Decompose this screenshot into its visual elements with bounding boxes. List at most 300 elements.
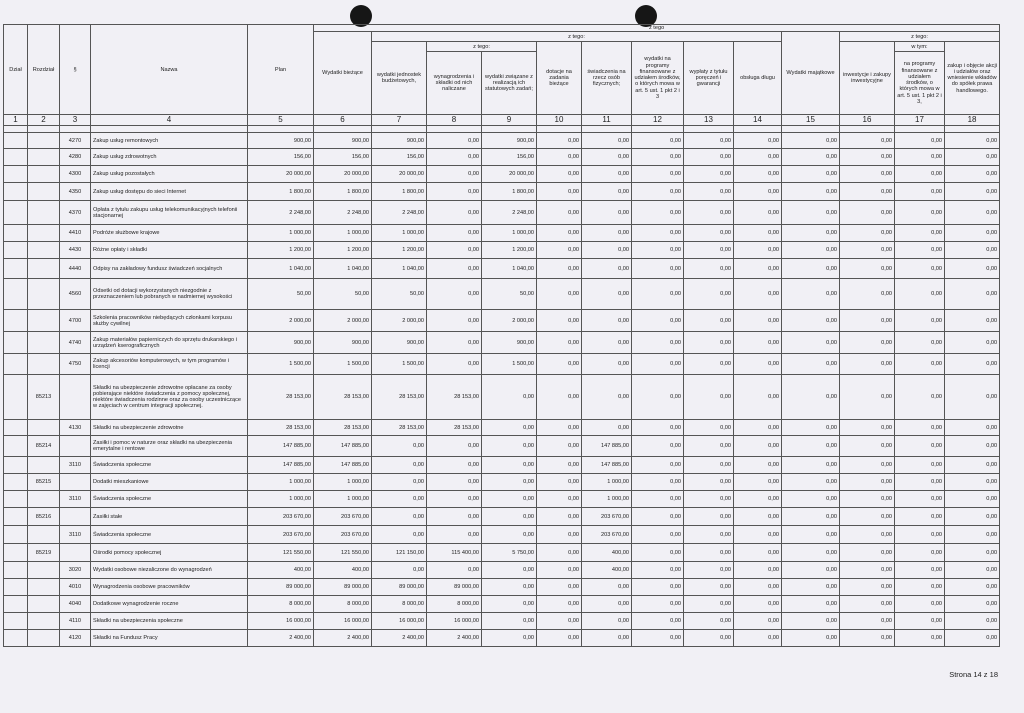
cell-amount: 1 040,00 (482, 259, 537, 279)
cell-amount: 0,00 (782, 579, 840, 596)
cell-amount: 0,00 (427, 259, 482, 279)
cell-amount: 0,00 (782, 630, 840, 647)
header-wydatki-biezace: Wydatki bieżące (314, 32, 372, 115)
cell-amount: 0,00 (734, 596, 782, 613)
cell-amount: 0,00 (734, 149, 782, 166)
column-number: 5 (248, 115, 314, 126)
cell-rozdzial: 85214 (28, 436, 60, 457)
cell-amount: 0,00 (734, 133, 782, 149)
cell-dzial (4, 596, 28, 613)
cell-paragraf: 4300 (60, 166, 91, 183)
cell-amount: 900,00 (482, 133, 537, 149)
cell-amount: 0,00 (945, 526, 1000, 544)
cell-amount: 0,00 (582, 375, 632, 420)
cell-amount: 0,00 (945, 457, 1000, 474)
cell-dzial (4, 457, 28, 474)
cell-amount: 0,00 (582, 133, 632, 149)
cell-amount: 0,00 (684, 457, 734, 474)
cell-amount: 0,00 (632, 166, 684, 183)
cell-amount: 1 000,00 (372, 225, 427, 242)
cell-amount: 900,00 (248, 332, 314, 354)
cell-amount: 0,00 (482, 436, 537, 457)
cell-amount: 0,00 (840, 133, 895, 149)
cell-paragraf: 4430 (60, 242, 91, 259)
table-row (4, 332, 1000, 354)
cell-amount: 0,00 (734, 613, 782, 630)
cell-amount: 0,00 (684, 354, 734, 375)
cell-amount: 20 000,00 (482, 166, 537, 183)
cell-amount: 203 670,00 (314, 526, 372, 544)
cell-amount: 1 500,00 (248, 354, 314, 375)
cell-amount: 0,00 (895, 354, 945, 375)
cell-nazwa: Zakup usług zdrowotnych (91, 149, 248, 166)
cell-dzial (4, 562, 28, 579)
cell-amount: 115 400,00 (427, 544, 482, 562)
cell-amount: 0,00 (582, 354, 632, 375)
cell-dzial (4, 630, 28, 647)
cell-amount: 0,00 (427, 526, 482, 544)
cell-dzial (4, 526, 28, 544)
cell-paragraf (60, 375, 91, 420)
cell-amount: 0,00 (895, 149, 945, 166)
cell-amount: 16 000,00 (427, 613, 482, 630)
cell-amount: 0,00 (840, 183, 895, 201)
cell-amount: 1 000,00 (314, 225, 372, 242)
cell-paragraf (60, 508, 91, 526)
cell-amount: 0,00 (684, 526, 734, 544)
cell-amount: 0,00 (684, 436, 734, 457)
cell-amount: 0,00 (632, 375, 684, 420)
cell-amount: 0,00 (782, 491, 840, 508)
cell-amount: 28 153,00 (314, 375, 372, 420)
cell-paragraf: 4110 (60, 613, 91, 630)
cell-amount: 0,00 (537, 183, 582, 201)
cell-nazwa: Składki na Fundusz Pracy (91, 630, 248, 647)
cell-amount: 0,00 (895, 259, 945, 279)
header-jednostek: wydatki jednostek budżetowych, (372, 42, 427, 115)
cell-amount: 0,00 (684, 613, 734, 630)
cell-amount: 0,00 (684, 596, 734, 613)
cell-amount: 28 153,00 (314, 420, 372, 436)
cell-amount: 0,00 (945, 375, 1000, 420)
cell-amount: 0,00 (734, 544, 782, 562)
cell-paragraf: 4130 (60, 420, 91, 436)
column-number: 12 (632, 115, 684, 126)
header-swiadczenia: świadczenia na rzecz osób fizycznych; (582, 42, 632, 115)
cell-amount: 0,00 (537, 491, 582, 508)
column-number: 2 (28, 115, 60, 126)
cell-amount: 2 248,00 (314, 201, 372, 225)
cell-amount: 0,00 (632, 613, 684, 630)
cell-amount: 0,00 (482, 579, 537, 596)
cell-amount: 0,00 (482, 474, 537, 491)
cell-rozdzial (28, 279, 60, 310)
cell-paragraf: 3020 (60, 562, 91, 579)
cell-amount: 0,00 (895, 133, 945, 149)
cell-amount: 0,00 (945, 225, 1000, 242)
cell-amount: 20 000,00 (372, 166, 427, 183)
cell-amount: 1 200,00 (314, 242, 372, 259)
cell-rozdzial (28, 526, 60, 544)
cell-amount: 1 500,00 (314, 354, 372, 375)
cell-amount: 0,00 (582, 279, 632, 310)
cell-amount: 0,00 (537, 562, 582, 579)
cell-amount: 1 000,00 (314, 491, 372, 508)
table-row (4, 375, 1000, 420)
cell-amount: 0,00 (734, 579, 782, 596)
cell-amount: 0,00 (895, 332, 945, 354)
cell-amount: 2 000,00 (248, 310, 314, 332)
cell-paragraf: 4560 (60, 279, 91, 310)
cell-dzial (4, 225, 28, 242)
cell-amount: 0,00 (840, 474, 895, 491)
cell-amount: 0,00 (427, 562, 482, 579)
cell-amount: 0,00 (945, 183, 1000, 201)
cell-rozdzial (28, 149, 60, 166)
cell-dzial (4, 579, 28, 596)
cell-amount: 0,00 (427, 201, 482, 225)
header-programy-ue: wydatki na programy finansowane z udziałem środków, o których mowa w art. 5 ust. 1 pkt 2 i 3 (632, 42, 684, 115)
cell-amount: 0,00 (945, 596, 1000, 613)
table-row (4, 354, 1000, 375)
cell-amount: 0,00 (782, 354, 840, 375)
cell-amount: 0,00 (537, 166, 582, 183)
cell-amount: 147 885,00 (582, 436, 632, 457)
column-number: 10 (537, 115, 582, 126)
cell-amount: 0,00 (632, 183, 684, 201)
cell-amount: 147 885,00 (314, 457, 372, 474)
cell-amount: 0,00 (632, 259, 684, 279)
cell-amount: 0,00 (734, 201, 782, 225)
cell-amount: 2 248,00 (372, 201, 427, 225)
cell-amount: 0,00 (482, 457, 537, 474)
table-row (4, 562, 1000, 579)
cell-amount: 0,00 (945, 436, 1000, 457)
cell-amount: 0,00 (582, 183, 632, 201)
cell-amount: 0,00 (895, 310, 945, 332)
cell-amount: 203 670,00 (582, 508, 632, 526)
cell-amount: 0,00 (734, 474, 782, 491)
cell-amount: 1 000,00 (248, 474, 314, 491)
cell-rozdzial (28, 420, 60, 436)
cell-amount: 0,00 (537, 613, 582, 630)
cell-amount: 0,00 (684, 544, 734, 562)
cell-amount: 0,00 (895, 420, 945, 436)
cell-amount: 0,00 (840, 259, 895, 279)
cell-nazwa: Świadczenia społeczne (91, 491, 248, 508)
cell-amount: 1 000,00 (582, 474, 632, 491)
column-number: 13 (684, 115, 734, 126)
cell-amount: 0,00 (895, 596, 945, 613)
cell-dzial (4, 259, 28, 279)
cell-amount: 0,00 (372, 457, 427, 474)
cell-nazwa: Świadczenia społeczne (91, 526, 248, 544)
header-statutowe: wydatki związane z realizacją ich statutowych zadań; (482, 52, 537, 115)
cell-dzial (4, 133, 28, 149)
cell-nazwa: Podróże służbowe krajowe (91, 225, 248, 242)
cell-rozdzial (28, 259, 60, 279)
cell-nazwa: Różne opłaty i składki (91, 242, 248, 259)
cell-amount: 0,00 (895, 183, 945, 201)
cell-amount: 0,00 (895, 562, 945, 579)
cell-nazwa: Opłata z tytułu zakupu usług telekomunikacyjnych telefonii stacjonarnej (91, 201, 248, 225)
cell-amount: 0,00 (945, 420, 1000, 436)
cell-amount: 0,00 (945, 354, 1000, 375)
cell-amount: 0,00 (734, 279, 782, 310)
cell-amount: 0,00 (840, 526, 895, 544)
cell-amount: 900,00 (372, 133, 427, 149)
cell-amount: 0,00 (537, 332, 582, 354)
header-plan: Plan (248, 25, 314, 115)
cell-amount: 20 000,00 (248, 166, 314, 183)
table-header (4, 25, 1000, 133)
cell-amount: 0,00 (372, 436, 427, 457)
cell-amount: 0,00 (782, 457, 840, 474)
cell-amount: 0,00 (427, 508, 482, 526)
cell-amount: 0,00 (482, 596, 537, 613)
cell-amount: 0,00 (840, 242, 895, 259)
cell-amount: 0,00 (840, 225, 895, 242)
cell-amount: 0,00 (734, 562, 782, 579)
cell-amount: 0,00 (537, 375, 582, 420)
cell-amount: 2 000,00 (314, 310, 372, 332)
cell-amount: 0,00 (632, 310, 684, 332)
cell-amount: 0,00 (684, 375, 734, 420)
cell-amount: 0,00 (632, 474, 684, 491)
cell-amount: 0,00 (482, 613, 537, 630)
cell-rozdzial: 85213 (28, 375, 60, 420)
cell-amount: 900,00 (314, 332, 372, 354)
cell-amount: 0,00 (372, 491, 427, 508)
cell-amount: 1 200,00 (482, 242, 537, 259)
cell-amount: 0,00 (372, 508, 427, 526)
cell-amount: 1 800,00 (482, 183, 537, 201)
cell-amount: 0,00 (684, 201, 734, 225)
cell-dzial (4, 491, 28, 508)
cell-amount: 400,00 (248, 562, 314, 579)
cell-amount: 0,00 (782, 225, 840, 242)
cell-amount: 0,00 (895, 201, 945, 225)
cell-nazwa: Zakup materiałów papierniczych do sprzętu drukarskiego i urządzeń kserograficznych (91, 332, 248, 354)
cell-amount: 0,00 (840, 596, 895, 613)
cell-amount: 0,00 (482, 526, 537, 544)
column-numbers-row (4, 115, 1000, 126)
cell-amount: 1 800,00 (314, 183, 372, 201)
header-inw-programy: na programy finansowane z udziałem środków, o których mowa w art. 5 ust. 1 pkt 2 i 3, (895, 52, 945, 115)
table-body (4, 133, 1000, 647)
cell-amount: 0,00 (734, 166, 782, 183)
cell-amount: 0,00 (734, 508, 782, 526)
cell-amount: 0,00 (840, 457, 895, 474)
cell-paragraf: 4370 (60, 201, 91, 225)
cell-rozdzial (28, 579, 60, 596)
cell-dzial (4, 508, 28, 526)
cell-amount: 0,00 (537, 133, 582, 149)
cell-amount: 0,00 (840, 508, 895, 526)
cell-amount: 0,00 (734, 310, 782, 332)
cell-amount: 0,00 (840, 332, 895, 354)
cell-amount: 2 248,00 (248, 201, 314, 225)
cell-amount: 0,00 (372, 474, 427, 491)
cell-amount: 400,00 (582, 562, 632, 579)
cell-amount: 0,00 (782, 133, 840, 149)
column-number: 3 (60, 115, 91, 126)
cell-amount: 0,00 (632, 526, 684, 544)
cell-amount: 28 153,00 (427, 420, 482, 436)
column-number: 7 (372, 115, 427, 126)
cell-rozdzial (28, 201, 60, 225)
cell-dzial (4, 375, 28, 420)
cell-amount: 0,00 (427, 332, 482, 354)
cell-rozdzial (28, 562, 60, 579)
cell-amount: 0,00 (684, 133, 734, 149)
cell-amount: 0,00 (945, 279, 1000, 310)
cell-amount: 0,00 (632, 596, 684, 613)
cell-amount: 0,00 (632, 149, 684, 166)
cell-nazwa: Zakup usług remontowych (91, 133, 248, 149)
cell-amount: 0,00 (684, 420, 734, 436)
cell-nazwa: Ośrodki pomocy społecznej (91, 544, 248, 562)
cell-paragraf: 4280 (60, 149, 91, 166)
cell-amount: 0,00 (895, 613, 945, 630)
cell-amount: 0,00 (840, 613, 895, 630)
column-number: 16 (840, 115, 895, 126)
cell-amount: 0,00 (734, 242, 782, 259)
cell-amount: 0,00 (427, 133, 482, 149)
column-number: 9 (482, 115, 537, 126)
cell-amount: 0,00 (684, 630, 734, 647)
cell-amount: 28 153,00 (372, 420, 427, 436)
table-row (4, 544, 1000, 562)
cell-paragraf: 4410 (60, 225, 91, 242)
cell-amount: 0,00 (895, 242, 945, 259)
cell-dzial (4, 544, 28, 562)
cell-amount: 8 000,00 (248, 596, 314, 613)
cell-rozdzial (28, 630, 60, 647)
cell-rozdzial (28, 596, 60, 613)
cell-nazwa: Zasiłki i pomoc w naturze oraz składki na ubezpieczenia emerytalne i rentowe (91, 436, 248, 457)
cell-amount: 0,00 (840, 375, 895, 420)
cell-nazwa: Składki na ubezpieczenia społeczne (91, 613, 248, 630)
cell-amount: 0,00 (482, 375, 537, 420)
cell-amount: 203 670,00 (248, 508, 314, 526)
cell-dzial (4, 166, 28, 183)
cell-amount: 1 000,00 (314, 474, 372, 491)
cell-amount: 0,00 (945, 562, 1000, 579)
cell-amount: 0,00 (734, 630, 782, 647)
header-wynagrodzenia: wynagrodzenia i składki od nich naliczane (427, 52, 482, 115)
table-row (4, 166, 1000, 183)
cell-amount: 0,00 (782, 436, 840, 457)
budget-table (3, 24, 1000, 647)
cell-amount: 0,00 (945, 332, 1000, 354)
cell-amount: 0,00 (537, 354, 582, 375)
cell-amount: 900,00 (314, 133, 372, 149)
table-row (4, 457, 1000, 474)
cell-amount: 1 800,00 (372, 183, 427, 201)
cell-amount: 0,00 (945, 242, 1000, 259)
cell-amount: 28 153,00 (248, 375, 314, 420)
cell-amount: 0,00 (632, 242, 684, 259)
cell-amount: 121 150,00 (372, 544, 427, 562)
cell-amount: 0,00 (427, 183, 482, 201)
cell-nazwa: Świadczenia społeczne (91, 457, 248, 474)
cell-amount: 156,00 (314, 149, 372, 166)
cell-rozdzial (28, 613, 60, 630)
cell-amount: 0,00 (782, 562, 840, 579)
cell-amount: 0,00 (582, 259, 632, 279)
cell-amount: 0,00 (945, 201, 1000, 225)
cell-rozdzial (28, 242, 60, 259)
table-row (4, 242, 1000, 259)
cell-amount: 0,00 (734, 491, 782, 508)
cell-amount: 1 800,00 (248, 183, 314, 201)
cell-rozdzial (28, 183, 60, 201)
cell-paragraf (60, 544, 91, 562)
column-number: 1 (4, 115, 28, 126)
column-number: 11 (582, 115, 632, 126)
cell-amount: 0,00 (782, 596, 840, 613)
cell-amount: 0,00 (945, 474, 1000, 491)
table-row (4, 613, 1000, 630)
cell-amount: 0,00 (632, 225, 684, 242)
cell-amount: 0,00 (632, 354, 684, 375)
cell-amount: 0,00 (537, 201, 582, 225)
cell-paragraf: 3110 (60, 457, 91, 474)
table-row (4, 579, 1000, 596)
cell-rozdzial (28, 354, 60, 375)
column-number: 4 (91, 115, 248, 126)
cell-amount: 0,00 (684, 491, 734, 508)
table-row (4, 436, 1000, 457)
cell-amount: 0,00 (427, 225, 482, 242)
cell-amount: 0,00 (734, 436, 782, 457)
cell-amount: 0,00 (427, 279, 482, 310)
cell-amount: 0,00 (895, 166, 945, 183)
cell-amount: 0,00 (945, 544, 1000, 562)
page-number: Strona 14 z 18 (949, 670, 998, 679)
cell-amount: 0,00 (372, 526, 427, 544)
cell-amount: 0,00 (684, 183, 734, 201)
cell-nazwa: Odpisy na zakładowy fundusz świadczeń socjalnych (91, 259, 248, 279)
cell-amount: 203 670,00 (314, 508, 372, 526)
cell-paragraf: 4270 (60, 133, 91, 149)
cell-amount: 0,00 (632, 630, 684, 647)
header-jednostek-z-tego: z tego: (427, 42, 537, 52)
cell-amount: 0,00 (632, 332, 684, 354)
cell-rozdzial (28, 332, 60, 354)
cell-amount: 0,00 (537, 457, 582, 474)
cell-amount: 0,00 (684, 166, 734, 183)
cell-dzial (4, 420, 28, 436)
cell-amount: 16 000,00 (372, 613, 427, 630)
cell-amount: 0,00 (537, 259, 582, 279)
cell-dzial (4, 183, 28, 201)
cell-amount: 0,00 (427, 354, 482, 375)
cell-amount: 0,00 (537, 630, 582, 647)
cell-nazwa: Zakup usług pozostałych (91, 166, 248, 183)
cell-amount: 0,00 (734, 420, 782, 436)
cell-amount: 0,00 (372, 562, 427, 579)
cell-paragraf (60, 474, 91, 491)
cell-amount: 0,00 (537, 310, 582, 332)
cell-amount: 1 200,00 (248, 242, 314, 259)
cell-amount: 0,00 (582, 166, 632, 183)
table-row (4, 279, 1000, 310)
cell-amount: 2 400,00 (372, 630, 427, 647)
cell-amount: 0,00 (427, 166, 482, 183)
cell-amount: 0,00 (537, 242, 582, 259)
